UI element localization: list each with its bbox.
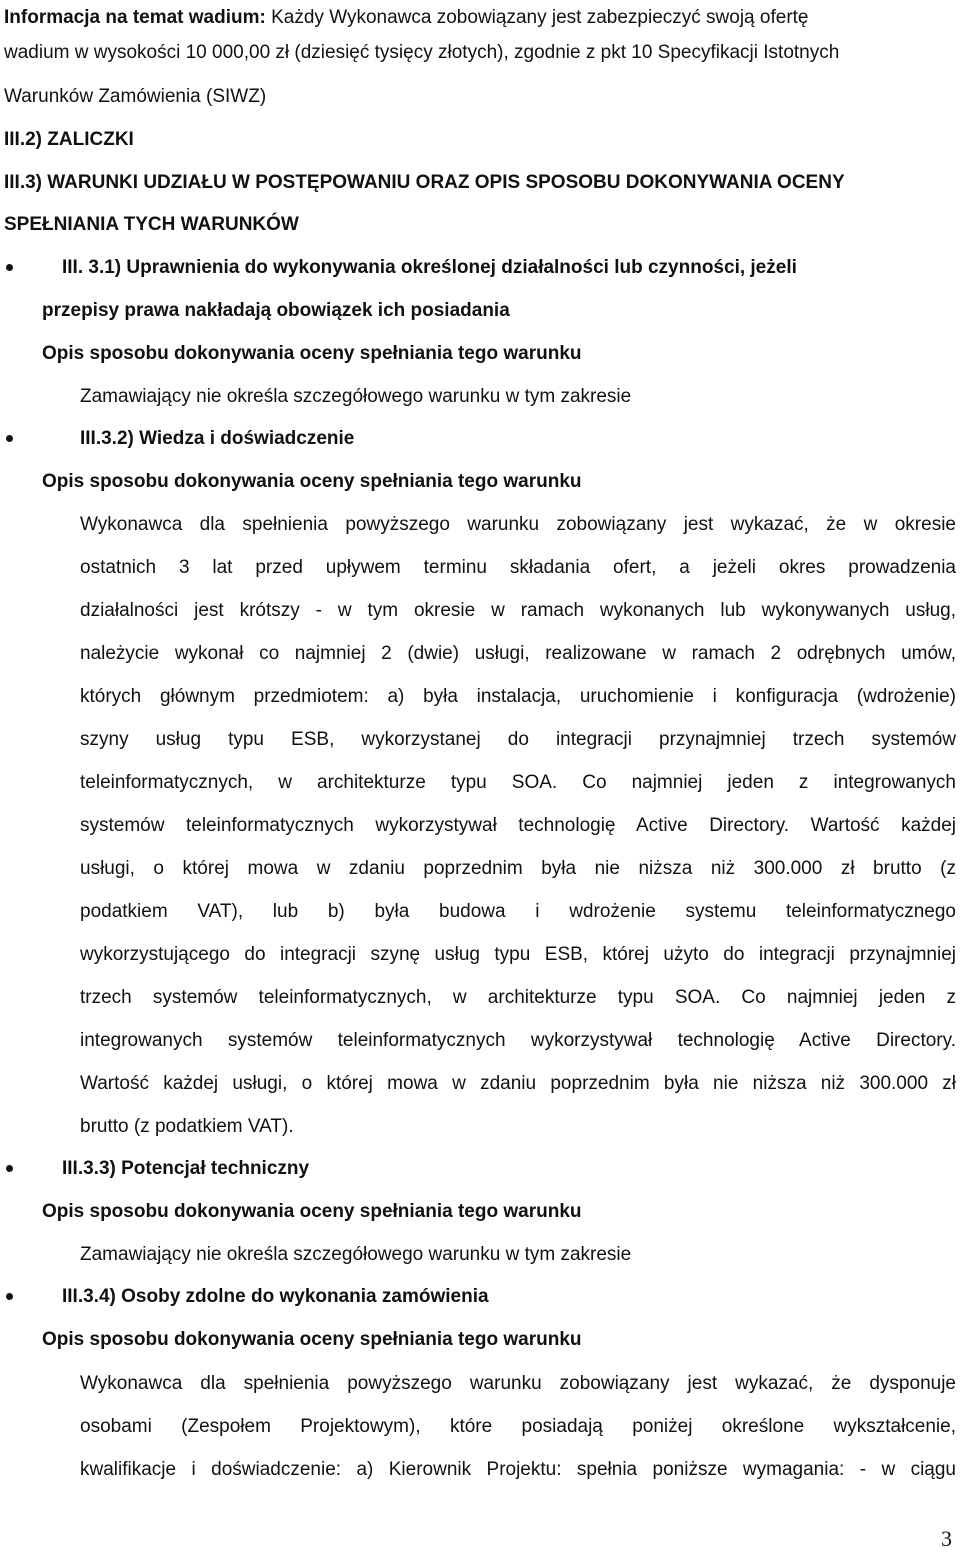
bullet-3-3 xyxy=(6,1165,13,1172)
item-3-4-line: osobami (Zespołem Projektowym), które posiadają poniżej określone wykształcenie, xyxy=(80,1416,956,1437)
item-3-4-opis-heading: Opis sposobu dokonywania oceny spełniania tego warunku xyxy=(42,1329,582,1350)
item-3-2-line: systemów teleinformatycznych wykorzystywał technologię Active Directory. Wartość każdej xyxy=(80,815,956,836)
wadium-line-3: Warunków Zamówienia (SIWZ) xyxy=(4,86,267,107)
item-3-2-paragraph xyxy=(80,513,956,1115)
item-3-1-title-line-2: przepisy prawa nakładają obowiązek ich posiadania xyxy=(42,300,510,321)
item-3-4-paragraph xyxy=(80,1372,956,1501)
item-3-1-opis-heading: Opis sposobu dokonywania oceny spełniania tego warunku xyxy=(42,343,582,364)
item-3-2-line: trzech systemów teleinformatycznych, w architekturze typu SOA. Co najmniej jeden z xyxy=(80,987,956,1008)
wadium-line-2: wadium w wysokości 10 000,00 zł (dziesięć tysięcy złotych), zgodnie z pkt 10 Specyfikacji Istotnych xyxy=(4,42,840,63)
bullet-3-1 xyxy=(6,264,13,271)
item-3-3-opis-heading: Opis sposobu dokonywania oceny spełniania tego warunku xyxy=(42,1201,582,1222)
item-3-2-opis-heading: Opis sposobu dokonywania oceny spełniania tego warunku xyxy=(42,471,582,492)
section-warunki-line-1: III.3) WARUNKI UDZIAŁU W POSTĘPOWANIU ORAZ OPIS SPOSOBU DOKONYWANIA OCENY xyxy=(4,172,845,193)
item-3-2-line: ostatnich 3 lat przed upływem terminu składania ofert, a jeżeli okres prowadzenia xyxy=(80,557,956,578)
bullet-3-4 xyxy=(6,1293,13,1300)
item-3-2-line: działalności jest krótszy - w tym okresie w ramach wykonanych lub wykonywanych usług, xyxy=(80,600,956,621)
wadium-line-1 xyxy=(4,6,809,30)
item-3-1-title-line-1: III. 3.1) Uprawnienia do wykonywania określonej działalności lub czynności, jeżeli xyxy=(62,257,797,278)
item-3-2-line: teleinformatycznych, w architekturze typu SOA. Co najmniej jeden z integrowanych xyxy=(80,772,956,793)
item-3-2-line: wykorzystującego do integracji szynę usług typu ESB, której użyto do integracji przynajmniej xyxy=(80,944,956,965)
item-3-2-line: Wartość każdej usługi, o której mowa w zdaniu poprzednim była nie niższa niż 300.000 zł xyxy=(80,1073,956,1094)
item-3-2-line: podatkiem VAT), lub b) była budowa i wdrożenie systemu teleinformatycznego xyxy=(80,901,956,922)
item-3-2-line: Wykonawca dla spełnienia powyższego warunku zobowiązany jest wykazać, że w okresie xyxy=(80,514,956,535)
page-number: 3 xyxy=(941,1526,952,1551)
item-3-2-line: których głównym przedmiotem: a) była instalacja, uruchomienie i konfiguracja (wdrożenie) xyxy=(80,686,956,707)
wadium-label: Informacja na temat wadium: xyxy=(4,7,266,28)
item-3-4-line: Wykonawca dla spełnienia powyższego warunku zobowiązany jest wykazać, że dysponuje xyxy=(80,1373,956,1394)
item-3-3-title: III.3.3) Potencjał techniczny xyxy=(62,1158,310,1179)
item-3-2-line: szyny usług typu ESB, wykorzystanej do integracji przynajmniej trzech systemów xyxy=(80,729,956,750)
section-zaliczki: III.2) ZALICZKI xyxy=(4,129,134,150)
item-3-4-title: III.3.4) Osoby zdolne do wykonania zamówienia xyxy=(62,1286,489,1307)
item-3-2-line: integrowanych systemów teleinformatycznych wykorzystywał technologię Active Directory. xyxy=(80,1030,956,1051)
wadium-text-1: Każdy Wykonawca zobowiązany jest zabezpieczyć swoją ofertę xyxy=(271,7,809,28)
item-3-1-text: Zamawiający nie określa szczegółowego warunku w tym zakresie xyxy=(80,386,632,407)
item-3-2-title: III.3.2) Wiedza i doświadczenie xyxy=(80,428,355,449)
item-3-4-line: kwalifikacje i doświadczenie: a) Kierownik Projektu: spełnia poniższe wymagania: - w ciągu xyxy=(80,1459,956,1480)
item-3-2-line: należycie wykonał co najmniej 2 (dwie) usługi, realizowane w ramach 2 odrębnych umów, xyxy=(80,643,956,664)
item-3-2-line: usługi, o której mowa w zdaniu poprzednim była nie niższa niż 300.000 zł brutto (z xyxy=(80,858,956,879)
item-3-3-text: Zamawiający nie określa szczegółowego warunku w tym zakresie xyxy=(80,1244,632,1265)
bullet-3-2 xyxy=(6,435,13,442)
item-3-2-last-line: brutto (z podatkiem VAT). xyxy=(80,1116,294,1137)
section-warunki-line-2: SPEŁNIANIA TYCH WARUNKÓW xyxy=(4,214,299,235)
